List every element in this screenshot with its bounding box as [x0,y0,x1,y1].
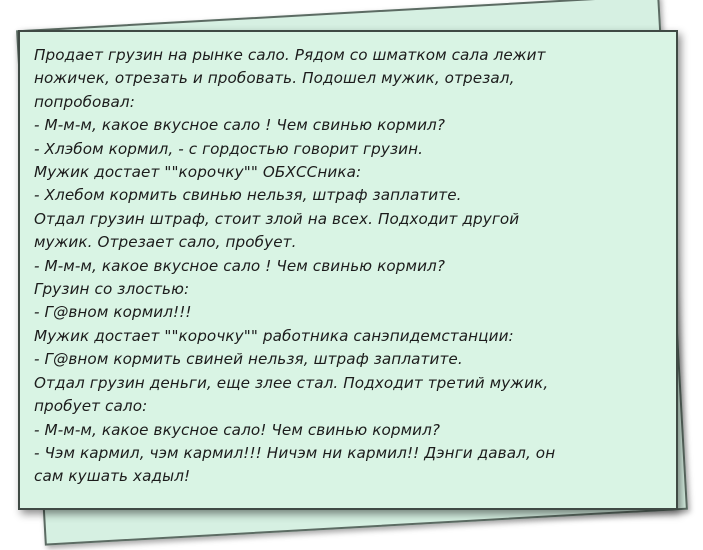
joke-card [18,30,678,510]
joke-line: Отдал грузин штраф, стоит злой на всех. Подходит другой [34,209,520,228]
joke-line: попробовал: [34,92,135,111]
joke-line: Отдал грузин деньги, еще злее стал. Подходит третий мужик, [34,373,549,392]
joke-line: - Г@вном кормил!!! [34,303,192,322]
joke-line: Мужик достает ""корочку"" ОБХССника: [34,163,362,182]
joke-line: Мужик достает ""корочку"" работника санэпидемстанции: [34,326,514,345]
joke-line: - Хлебом кормить свинью нельзя, штраф заплатите. [34,186,462,205]
joke-line: ножичек, отрезать и пробовать. Подошел мужик, отрезал, [34,69,515,88]
joke-line: - Хлэбом кормил, - с гордостью говорит грузин. [34,139,424,158]
joke-line: - Г@вном кормить свиней нельзя, штраф заплатите. [34,350,463,369]
joke-line: пробует сало: [34,397,148,416]
joke-line: Грузин со злостью: [34,280,190,299]
joke-line: Продает грузин на рынке сало. Рядом со шматком сала лежит [34,46,546,64]
joke-line: - М-м-м, какое вкусное сало ! Чем свинью кормил? [34,256,446,275]
joke-line: - М-м-м, какое вкусное сало! Чем свинью кормил? [34,420,441,439]
joke-line: мужик. Отрезает сало, пробует. [34,233,297,252]
joke-line: - Чэм кармил, чэм кармил!!! Ничэм ни кармил!! Дэнги давал, он [34,443,556,462]
joke-line: - М-м-м, какое вкусное сало ! Чем свинью кормил? [34,116,446,135]
joke-line: сам кушать хадыл! [34,467,191,486]
